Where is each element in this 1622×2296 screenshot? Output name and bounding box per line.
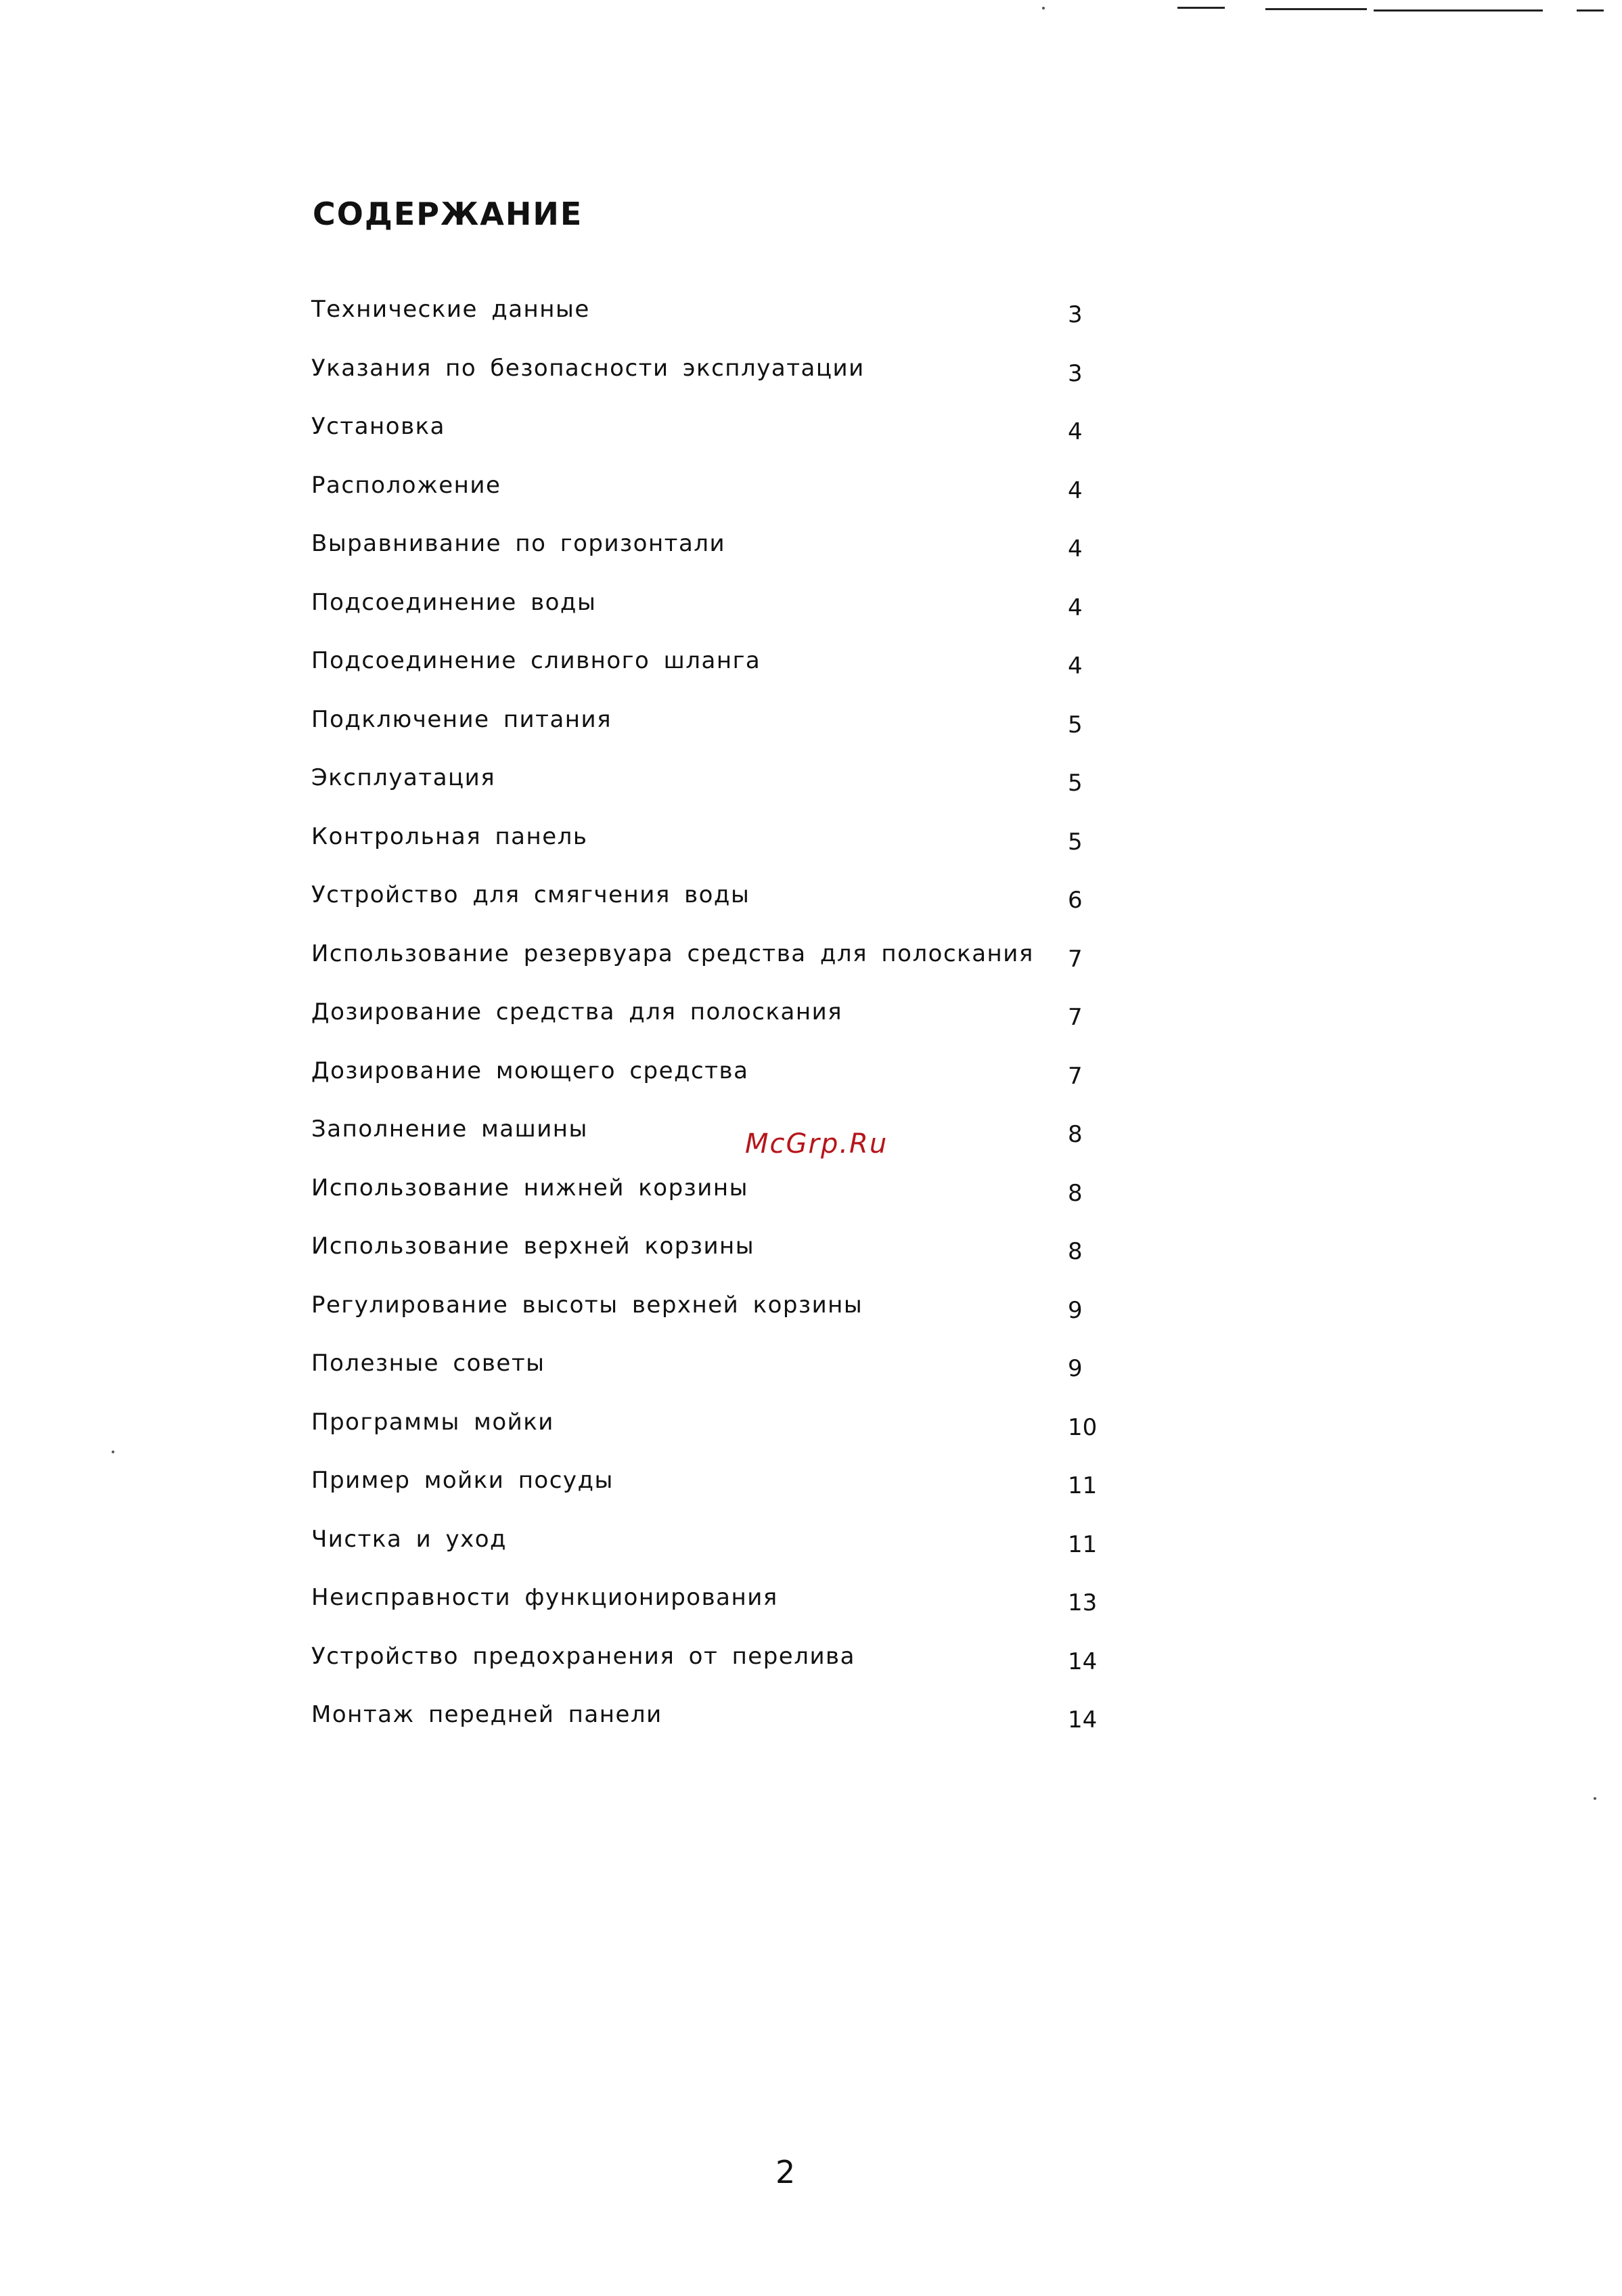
toc-entry-page: 4 — [1068, 477, 1083, 504]
toc-entry-page: 7 — [1068, 1062, 1083, 1090]
toc-entry-label: Полезные советы — [311, 1350, 545, 1377]
toc-entry-label: Чистка и уход — [311, 1525, 508, 1553]
toc-entry-page: 7 — [1068, 945, 1083, 973]
toc-entry-label: Неисправности функционирования — [311, 1584, 778, 1611]
toc-entry — [311, 1579, 1150, 1638]
toc-entry-label: Устройство для смягчения воды — [311, 881, 750, 908]
toc-entry-page: 11 — [1068, 1472, 1098, 1499]
toc-entry-label: Использование верхней корзины — [311, 1233, 755, 1260]
scan-artifact-dot — [1594, 1797, 1596, 1800]
toc-entry-label: Эксплуатация — [311, 764, 496, 791]
toc-entry-label: Установка — [311, 413, 445, 440]
page-number: 2 — [775, 2154, 796, 2190]
toc-entry — [311, 1521, 1150, 1580]
toc-entry-page: 11 — [1068, 1530, 1098, 1558]
toc-entry-label: Регулирование высоты верхней корзины — [311, 1291, 863, 1319]
toc-entry-label: Монтаж передней панели — [311, 1701, 662, 1728]
toc-entry — [311, 1462, 1150, 1521]
toc-entry — [311, 1287, 1150, 1346]
toc-entry-label: Подсоединение сливного шланга — [311, 647, 761, 674]
toc-entry — [311, 1170, 1150, 1229]
toc-entry-page: 8 — [1068, 1238, 1083, 1265]
toc-entry — [311, 701, 1150, 760]
toc-entry — [311, 994, 1150, 1053]
toc-entry-label: Расположение — [311, 471, 501, 499]
toc-entry-label: Программы мойки — [311, 1408, 554, 1436]
toc-entry — [311, 584, 1150, 643]
toc-entry-page: 7 — [1068, 1004, 1083, 1031]
toc-entry-label: Технические данные — [311, 296, 590, 323]
toc-entry-page: 8 — [1068, 1179, 1083, 1207]
toc-entry — [311, 642, 1150, 701]
scan-artifact-line — [1577, 9, 1604, 12]
toc-entry-label: Подключение питания — [311, 705, 612, 733]
toc-entry-label: Использование нижней корзины — [311, 1174, 748, 1201]
toc-entry — [311, 1228, 1150, 1287]
toc-entry — [311, 291, 1150, 350]
toc-entry — [311, 759, 1150, 818]
toc-entry-label: Дозирование моющего средства — [311, 1057, 749, 1084]
toc-entry — [311, 818, 1150, 877]
toc-entry-label: Указания по безопасности эксплуатации — [311, 354, 865, 382]
toc-entry — [311, 1053, 1150, 1111]
toc-entry — [311, 408, 1150, 467]
toc-entry-page: 3 — [1068, 301, 1083, 328]
page-title: СОДЕРЖАНИЕ — [313, 195, 583, 232]
toc-entry-page: 9 — [1068, 1355, 1083, 1382]
toc-entry-label: Заполнение машины — [311, 1116, 588, 1143]
toc-entry-page: 9 — [1068, 1296, 1083, 1324]
toc-entry-label: Подсоединение воды — [311, 588, 597, 616]
table-of-contents — [311, 291, 1150, 1755]
toc-entry-label: Дозирование средства для полоскания — [311, 998, 843, 1025]
toc-entry-page: 4 — [1068, 418, 1083, 445]
toc-entry-page: 10 — [1068, 1413, 1098, 1441]
scan-artifact-line — [1265, 8, 1367, 10]
toc-entry-page: 5 — [1068, 711, 1083, 738]
toc-entry — [311, 1111, 1150, 1170]
toc-entry-label: Использование резервуара средства для полоскания — [311, 940, 1034, 967]
scan-artifact-dot — [1042, 7, 1045, 9]
toc-entry-label: Контрольная панель — [311, 822, 588, 850]
scan-artifact-line — [1374, 9, 1543, 12]
toc-entry-label: Пример мойки посуды — [311, 1467, 614, 1494]
watermark-text: McGrp.Ru — [745, 1128, 888, 1160]
toc-entry-label: Устройство предохранения от перелива — [311, 1642, 855, 1670]
toc-entry — [311, 1638, 1150, 1697]
toc-entry-page: 5 — [1068, 770, 1083, 797]
toc-entry — [311, 935, 1150, 994]
toc-entry-page: 6 — [1068, 887, 1083, 914]
toc-entry-page: 4 — [1068, 594, 1083, 621]
toc-entry — [311, 467, 1150, 526]
toc-entry-page: 4 — [1068, 653, 1083, 680]
toc-entry — [311, 877, 1150, 935]
toc-entry-page: 3 — [1068, 359, 1083, 387]
toc-entry-page: 5 — [1068, 828, 1083, 856]
toc-entry-page: 8 — [1068, 1121, 1083, 1148]
toc-entry-page: 14 — [1068, 1706, 1098, 1734]
toc-entry — [311, 1404, 1150, 1463]
scan-artifact-dot — [112, 1451, 114, 1453]
toc-entry — [311, 1696, 1150, 1755]
toc-entry-page: 4 — [1068, 535, 1083, 562]
toc-entry-label: Выравнивание по горизонтали — [311, 530, 726, 557]
toc-entry — [311, 525, 1150, 584]
toc-entry-page: 14 — [1068, 1648, 1098, 1675]
toc-entry — [311, 350, 1150, 409]
toc-entry-page: 13 — [1068, 1589, 1098, 1616]
toc-entry — [311, 1345, 1150, 1404]
scan-artifact-line — [1177, 7, 1225, 9]
